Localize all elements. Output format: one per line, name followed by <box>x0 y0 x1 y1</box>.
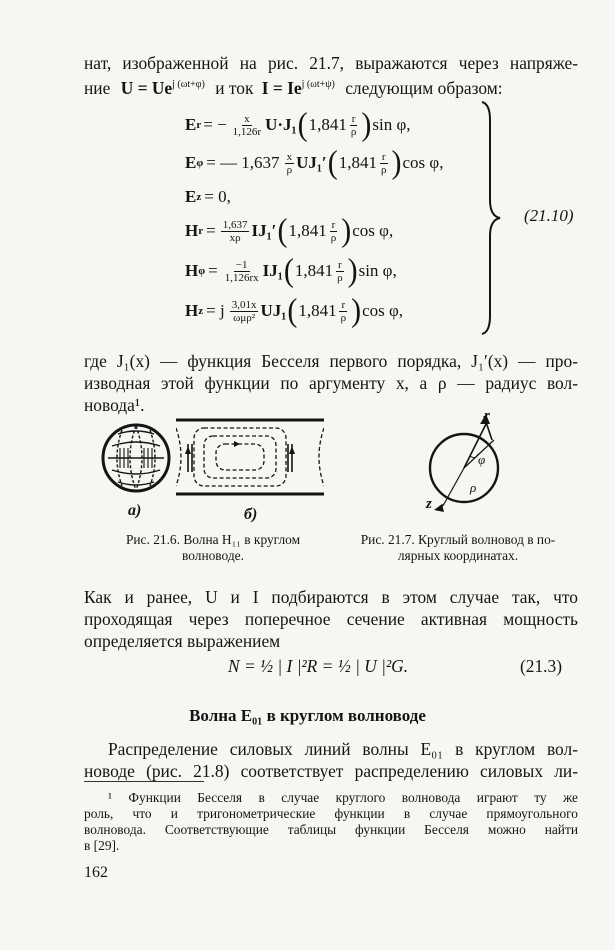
caption-figure-21-6: Рис. 21.6. Волна H₁₁ в круглом волноводе. <box>125 532 301 563</box>
equation-Hz: H z = j $\frac{3,01x}{\text{ωμρ²}}$ UJ₁ ( 1,841 $\frac{r}{\rho}$ ) cos φ, <box>185 292 404 329</box>
middle-line1: Как и ранее, U и I подбираются в этом случае так, что <box>84 587 578 607</box>
page-number: 162 <box>84 864 108 881</box>
footnote-line4: в [29]. <box>84 838 120 853</box>
paragraph-intro-line1: нат, изображенной на рис. 21.7, выражаются через напряже- <box>84 53 578 73</box>
label-z: z <box>426 496 432 512</box>
equation-Hr: H r = $\frac{1,637}{x\rho}$ IJ₁′ ( 1,841 $\frac{r}{\rho}$ ) cos φ, <box>185 212 394 249</box>
last-line2: новоде (рис. 21.8) соответствует распределению силовых ли- <box>84 761 578 781</box>
middle-line2: проходящая через поперечное сечение активная мощность <box>84 609 578 629</box>
last-line1: Распределение силовых линий волны E₀₁ в круглом вол- <box>108 739 578 759</box>
bessel-line2: изводная этой функции по аргументу x, а ρ — радиус вол- <box>84 373 578 393</box>
equation-Hphi: H φ = $\frac{-1}{1,126rx}$ IJ₁ ( 1,841 $\frac{r}{\rho}$ ) sin φ, <box>185 252 397 289</box>
bessel-line3: новода¹. <box>84 395 145 415</box>
equation-Er: E r = − $\frac{x}{1,126r}$ U·J₁ ( 1,841 $\frac{r}{\rho}$ ) sin φ, <box>185 106 411 143</box>
figure-21-6a-cross-section <box>98 418 174 500</box>
footnote-line1: ¹ Функции Бесселя в случае круглого волновода играют ту же <box>108 790 578 805</box>
figure-label-b: б) <box>244 506 258 523</box>
equation-number-21-10: (21.10) <box>524 206 574 225</box>
right-brace-icon <box>478 100 504 336</box>
label-rho: ρ <box>470 480 477 495</box>
label-r: r <box>484 408 490 424</box>
figure-label-a: а) <box>128 502 142 519</box>
equation-Ephi: E φ = — 1,637 $\frac{x}{\rho}$ UJ₁′ ( 1,841 $\frac{r}{\rho}$ ) cos φ, <box>185 144 444 181</box>
equation-number-21-3: (21.3) <box>520 656 563 676</box>
figure-21-7-polar <box>420 410 530 512</box>
middle-line3: определяется выражением <box>84 631 281 651</box>
power-equation: N = ½ | I |²R = ½ | U |²G. <box>228 656 409 676</box>
footnote-line3: волновода. Соответствующие таблицы функции Бесселя можно найти <box>84 822 578 837</box>
label-phi: φ <box>478 452 486 467</box>
current-expression: I = Ie <box>261 77 302 98</box>
footnote-rule <box>84 781 204 782</box>
bessel-line1: где J₁(x) — функция Бесселя первого порядка, J₁′(x) — про- <box>84 351 578 371</box>
section-title: Волна E₀₁ в круглом волноводе <box>189 706 426 725</box>
figure-21-6b-longitudinal <box>176 414 324 500</box>
equation-Ez: E z = 0, <box>185 187 231 206</box>
caption-figure-21-7: Рис. 21.7. Круглый волновод в по- лярных координатах. <box>360 532 556 563</box>
voltage-expression: U = Ue <box>120 77 173 98</box>
paragraph-intro-line2: ние $U = Ue^{j (\omega t+\varphi)}$ и ток $I = Ie^{j (\omega t+\psi)}$ следующим образом: <box>84 77 503 98</box>
footnote-line2: роль, что и тригонометрические функции в случае прямоугольного <box>84 806 578 821</box>
